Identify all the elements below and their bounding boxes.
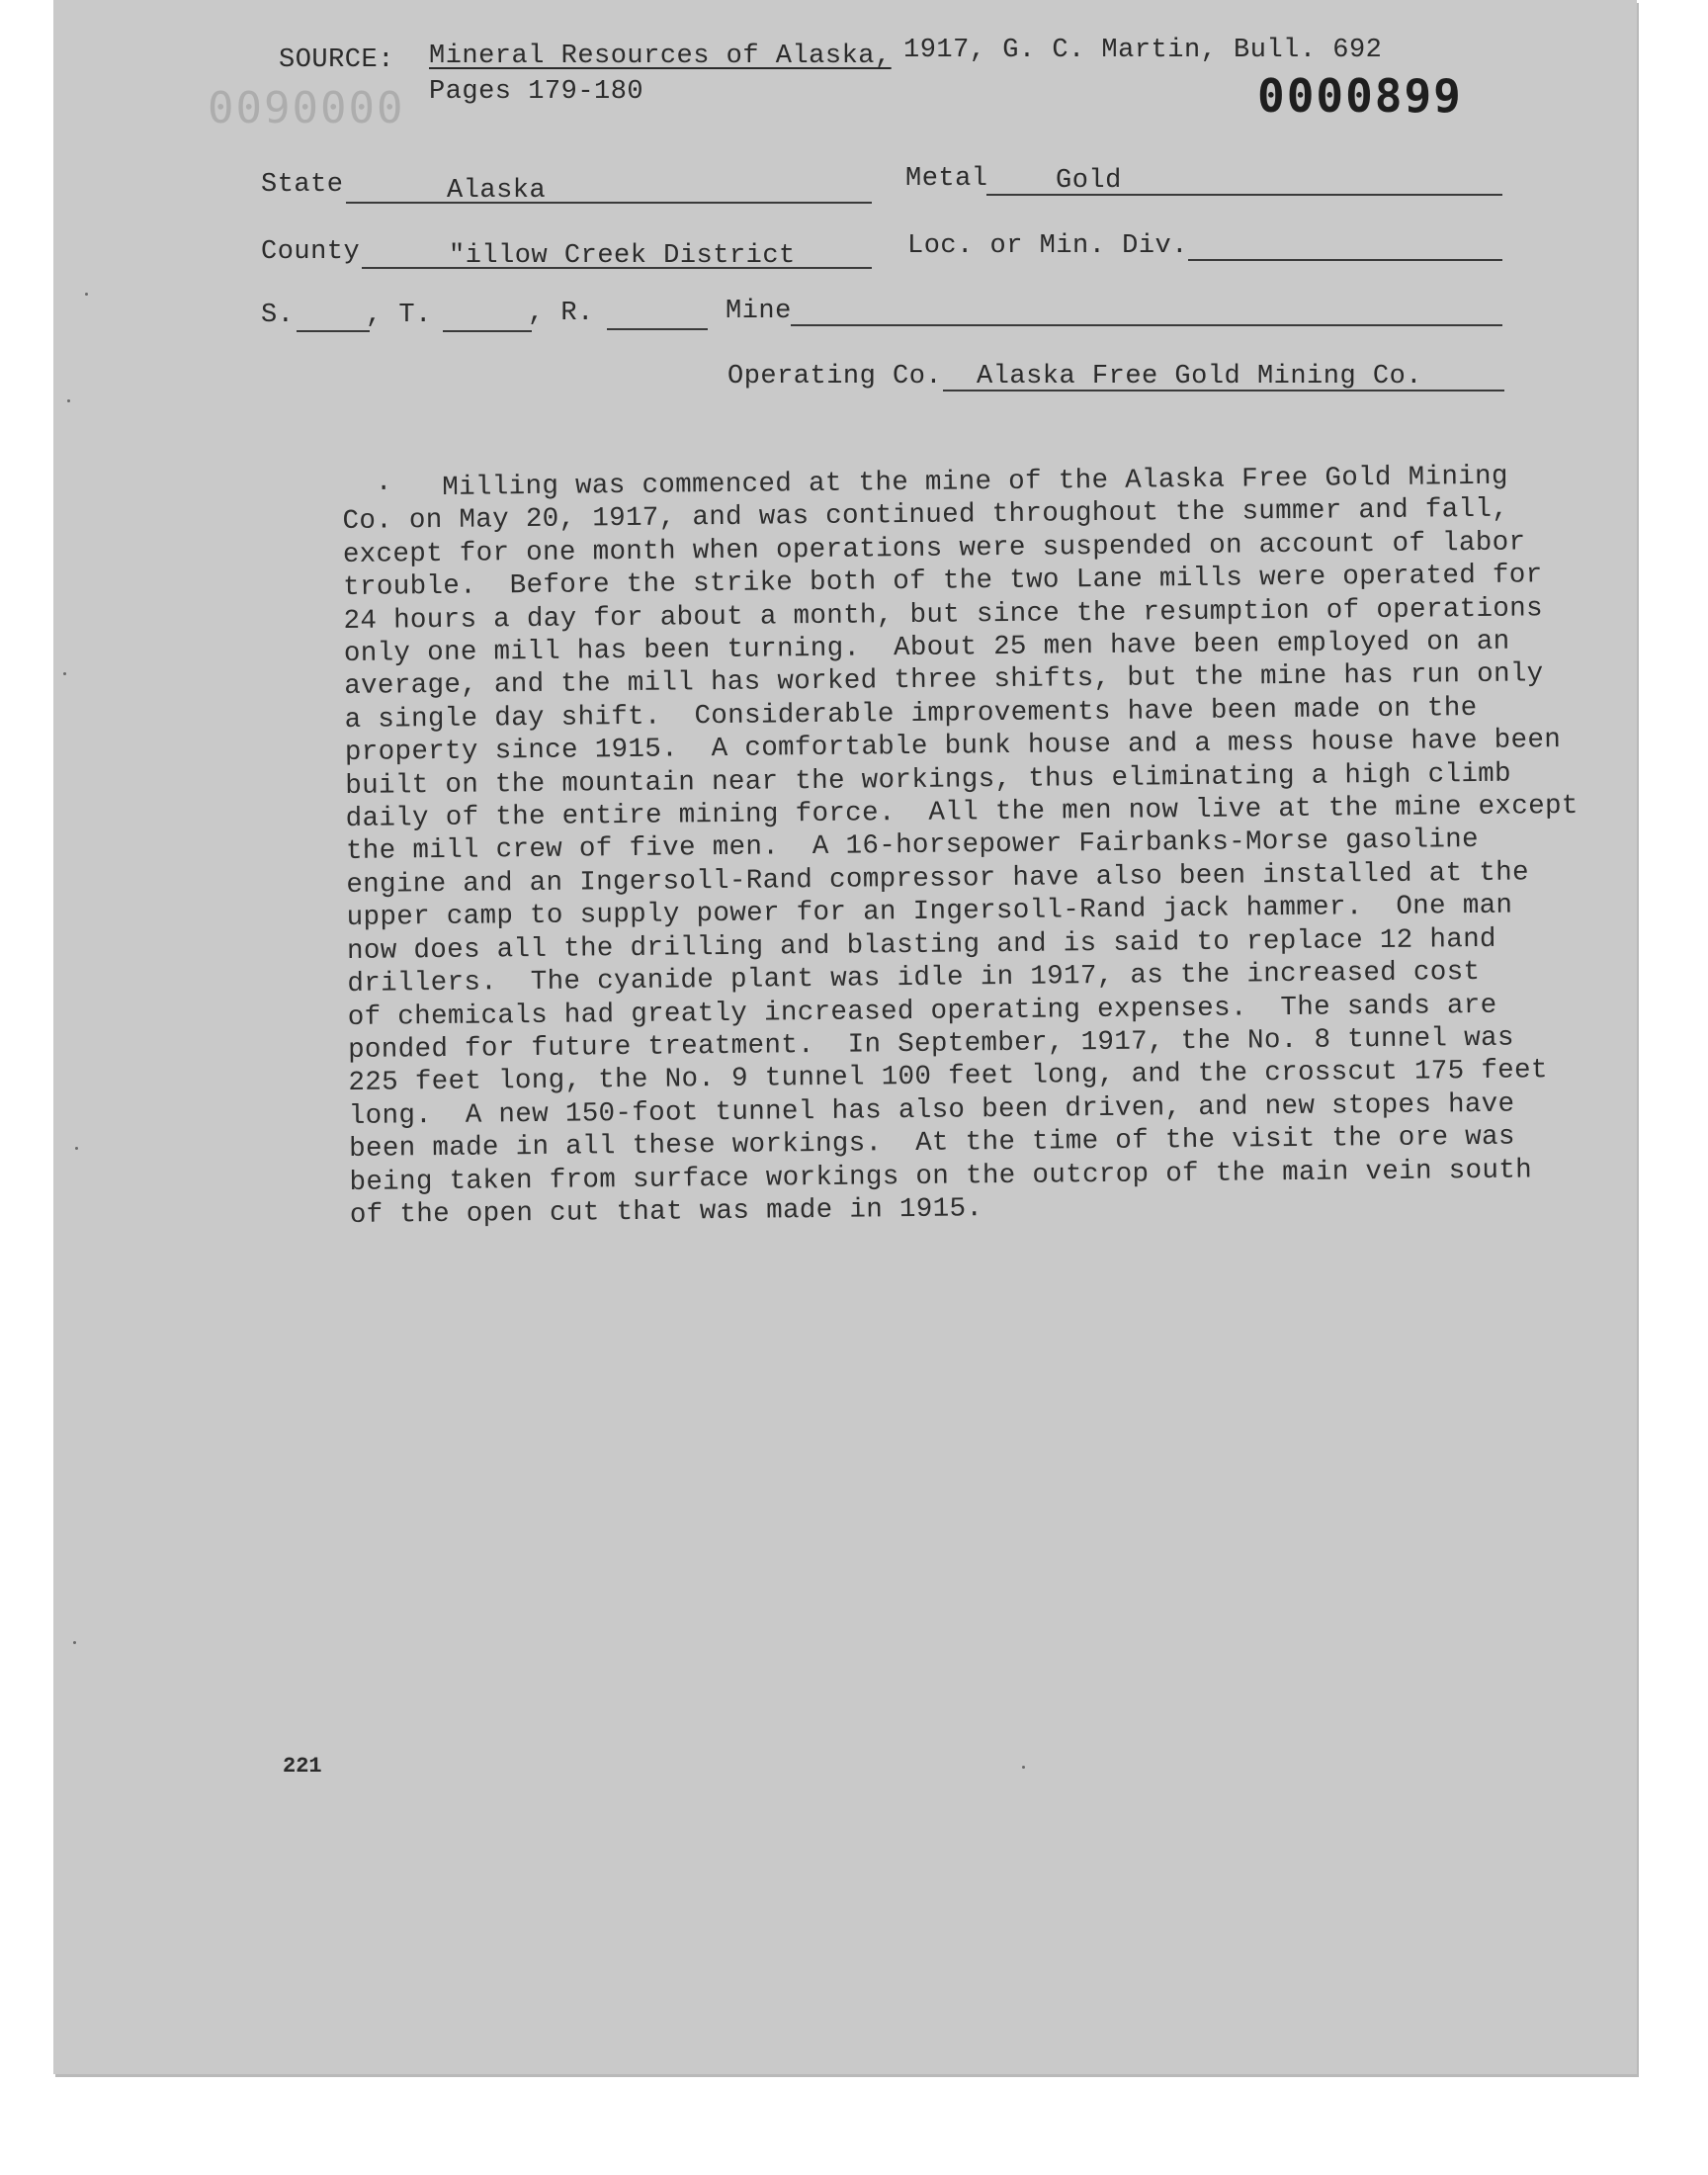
body-line: Co. on May 20, 1917, and was continued throughout the summer and fall,: [342, 494, 1509, 538]
township-line: [443, 330, 532, 332]
body-line: a single day shift. Considerable improvements have been made on the: [344, 692, 1478, 736]
scan-speck: [73, 1641, 76, 1644]
scan-speck: [67, 399, 70, 402]
body-line: engine and an Ingersoll-Rand compressor have also been installed at the: [346, 857, 1530, 901]
body-line: been made in all these workings. At the time of the visit the ore was: [349, 1121, 1515, 1166]
state-line: [346, 202, 872, 204]
loc-label: Loc. or Min. Div.: [907, 231, 1188, 261]
section-label: S.: [261, 301, 295, 330]
county-label: County: [261, 237, 361, 267]
body-line: of the open cut that was made in 1915.: [349, 1193, 983, 1231]
body-line: · Milling was commenced at the mine of the Alaska Free Gold Mining: [342, 461, 1508, 504]
body-line: property since 1915. A comfortable bunk house and a mess house have been: [344, 725, 1562, 769]
source-citation: 1917, G. C. Martin, Bull. 692: [903, 36, 1383, 65]
body-line: upper camp to supply power for an Ingersoll-Rand jack hammer. One man: [346, 890, 1513, 934]
source-label: SOURCE:: [279, 45, 394, 75]
faint-stamp-number: 0090000: [208, 83, 405, 133]
body-line: built on the mountain near the workings, thus eliminating a high climb: [345, 758, 1512, 802]
body-paragraph: [342, 460, 1585, 1232]
body-line: 24 hours a day for about a month, but since the resumption of operations: [343, 592, 1544, 637]
operating-value: Alaska Free Gold Mining Co.: [977, 362, 1422, 392]
body-line: being taken from surface workings on the outcrop of the main vein south: [349, 1154, 1533, 1198]
scan-speck: [85, 293, 88, 296]
source-title: Mineral Resources of Alaska,: [429, 42, 892, 71]
scan-speck: [1022, 1766, 1025, 1769]
range-label: , R.: [528, 299, 594, 328]
county-value: "illow Creek District: [449, 241, 796, 271]
loc-line: [1188, 259, 1502, 261]
operating-label: Operating Co.: [727, 362, 943, 392]
township-label: , T.: [366, 301, 432, 330]
mine-label: Mine: [726, 297, 792, 326]
section-line: [297, 330, 370, 332]
body-line: only one mill has been turning. About 25 men have been employed on an: [343, 626, 1510, 670]
body-line: except for one month when operations were suspended on account of labor: [342, 527, 1526, 570]
body-line: trouble. Before the strike both of the two Lane mills were operated for: [343, 560, 1543, 604]
page-number: 221: [283, 1754, 322, 1779]
metal-label: Metal: [905, 164, 988, 194]
body-line: daily of the entire mining force. All the men now live at the mine except: [345, 790, 1579, 835]
document-number-stamp: 0000899: [1257, 69, 1463, 123]
metal-value: Gold: [1056, 166, 1122, 196]
body-line: drillers. The cyanide plant was idle in 1917, as the increased cost: [347, 957, 1481, 1000]
scan-speck: [75, 1147, 78, 1150]
scan-speck: [63, 672, 66, 675]
body-line: now does all the drilling and blasting and is said to replace 12 hand: [346, 923, 1497, 967]
range-line: [607, 328, 708, 330]
document-sheet: [53, 0, 1637, 2074]
body-line: ponded for future treatment. In September, 1917, the No. 8 tunnel was: [347, 1022, 1514, 1066]
body-line: the mill crew of five men. A 16-horsepower Fairbanks-Morse gasoline: [345, 825, 1480, 868]
mine-line: [791, 324, 1502, 326]
body-line: of chemicals had greatly increased operating expenses. The sands are: [347, 990, 1497, 1033]
state-label: State: [261, 170, 344, 200]
body-line: long. A new 150-foot tunnel has also been driven, and new stopes have: [348, 1088, 1515, 1132]
body-line: average, and the mill has worked three shifts, but the mine has run only: [344, 658, 1544, 703]
body-line: 225 feet long, the No. 9 tunnel 100 feet long, and the crosscut 175 feet: [348, 1055, 1548, 1099]
source-pages: Pages 179-180: [429, 77, 644, 107]
state-value: Alaska: [447, 176, 547, 206]
